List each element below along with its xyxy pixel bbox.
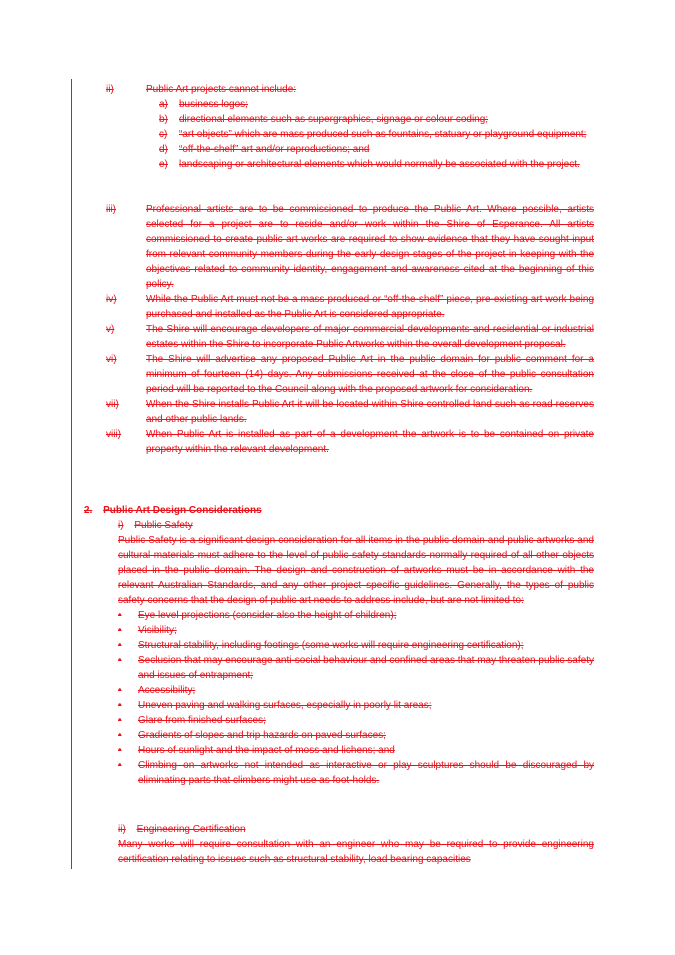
- list-text: The Shire will advertise any proposed Public Art in the public domain for public comment for a minimum of fourteen (14) days. Any submissions received at the close of the public consultation period will be reported to the Council along with the proposed artwork for consideration.: [146, 354, 594, 395]
- list-item-iii: [106, 202, 594, 292]
- list-text: While the Public Art must not be a mass produced or “off-the-shelf” piece, pre-existing art work being purchased and installed as the Public Art is considered appropriate.: [146, 294, 594, 320]
- sub-text: business logos;: [179, 99, 248, 110]
- list-number: vi): [106, 354, 117, 365]
- bullet-icon: •: [118, 715, 122, 726]
- public-safety-section: [118, 518, 594, 788]
- list-number: v): [106, 324, 115, 335]
- list-item-iv: [106, 292, 594, 322]
- list-item: [118, 653, 594, 683]
- bullet-text: Hours of sunlight and the impact of moss and lichens; and: [138, 745, 395, 756]
- sub-item-d: [159, 142, 594, 157]
- bullet-text: Structural stability, including footings (some works will require engineering certification);: [138, 640, 524, 651]
- body-paragraph: Public Safety is a significant design consideration for all items in the public domain and public artworks and cultural materials must adhere to the level of public safety standards normally required of all other objects placed in the public domain. The design and construction of artworks must be in accordance with the relevant Australian Standards, and any other project specific guidelines. Generally, the types of public safety concerns that the design of public art needs to address include, but are not limited to:: [118, 535, 594, 606]
- list-text: Professional artists are to be commissioned to produce the Public Art. Where possible, artists selected for a project are to reside and/or work within the Shire of Esperance. All artists commissioned to create public art works are required to show evidence that they have sought input from relevant community members during the early design stages of the project in keeping with the objectives related to community identity, engagement and awareness cited at the beginning of this policy.: [146, 204, 594, 290]
- bullet-icon: •: [118, 640, 122, 651]
- list-text: The Shire will encourage developers of major commercial developments and residential or industrial estates within the Shire to incorporate Public Artworks within the overall development proposal.: [146, 324, 594, 350]
- bullet-icon: •: [118, 700, 122, 711]
- sub-number: d): [159, 144, 168, 155]
- list-item: [118, 758, 594, 788]
- list-text: When Public Art is installed as part of a development the artwork is to be contained on private property within the relevant development.: [146, 429, 594, 455]
- subsection-title: Engineering Certification: [136, 824, 246, 835]
- sub-item-c: [159, 127, 594, 142]
- bullet-text: Eye level projections (consider also the height of children);: [138, 610, 397, 621]
- subsection-heading: [118, 518, 594, 533]
- sub-text: “art objects” which are mass produced such as fountains, statuary or playground equipment;: [179, 129, 587, 140]
- sub-text: landscaping or architectural elements which would normally be associated with the project.: [179, 159, 580, 170]
- subsection-number: i): [118, 520, 124, 531]
- section-number: 2.: [84, 505, 93, 516]
- bullet-text: Visibility;: [138, 625, 177, 636]
- bullet-icon: •: [118, 655, 122, 666]
- engineering-section: [118, 822, 594, 867]
- list-item-vii: [106, 397, 594, 427]
- bullet-text: Seclusion that may encourage anti-social behaviour and confined areas that may threaten public safety and issues of entrapment;: [138, 655, 594, 681]
- bullet-text: Glare from finished surfaces;: [138, 715, 266, 726]
- bullet-icon: •: [118, 760, 122, 771]
- sub-list: [159, 97, 594, 172]
- sub-item-b: [159, 112, 594, 127]
- list-text: Public Art projects cannot include:: [146, 84, 297, 95]
- list-item: [118, 608, 594, 623]
- section-title: Public Art Design Considerations: [103, 505, 262, 516]
- list-item: [118, 623, 594, 638]
- list-item-viii: [106, 427, 594, 457]
- list-roman: [106, 202, 594, 457]
- list-item-vi: [106, 352, 594, 397]
- bullet-icon: •: [118, 685, 122, 696]
- list-item: [118, 713, 594, 728]
- subsection-heading: [118, 822, 594, 837]
- list-item-ii: [106, 82, 594, 97]
- list-number: viii): [106, 429, 121, 440]
- list-number: vii): [106, 399, 119, 410]
- bullet-icon: •: [118, 745, 122, 756]
- list-item: [118, 698, 594, 713]
- subsection-number: ii): [118, 824, 126, 835]
- bullet-list: [118, 608, 594, 788]
- sub-number: b): [159, 114, 168, 125]
- sub-text: “off-the-shelf” art and/or reproductions; and: [179, 144, 370, 155]
- bullet-text: Climbing on artworks not intended as interactive or play sculptures should be discouraged by eliminating parts that climbers might use as foot-holds.: [138, 760, 594, 786]
- list-text: When the Shire installs Public Art it will be located within Shire controlled land such as road reserves and other public lands.: [146, 399, 594, 425]
- bullet-icon: •: [118, 610, 122, 621]
- bullet-text: Gradients of slopes and trip hazards on paved surfaces;: [138, 730, 386, 741]
- list-item: [118, 728, 594, 743]
- change-bar: [71, 79, 72, 869]
- section-heading: [84, 503, 594, 518]
- sub-number: c): [159, 129, 168, 140]
- list-number: iii): [106, 204, 116, 215]
- bullet-text: Accessibility;: [138, 685, 196, 696]
- subsection-title: Public Safety: [134, 520, 193, 531]
- list-item: [118, 743, 594, 758]
- list-item: [118, 638, 594, 653]
- body-paragraph: Many works will require consultation with an engineer who may be required to provide engineering certification relating to issues such as structural stability, load bearing capacities: [118, 839, 594, 865]
- bullet-text: Uneven paving and walking surfaces, especially in poorly lit areas;: [138, 700, 432, 711]
- sub-text: directional elements such as supergraphics, signage or colour coding;: [179, 114, 489, 125]
- sub-number: e): [159, 159, 168, 170]
- sub-item-e: [159, 157, 594, 172]
- sub-item-a: [159, 97, 594, 112]
- list-item: [118, 683, 594, 698]
- bullet-icon: •: [118, 730, 122, 741]
- list-number: iv): [106, 294, 117, 305]
- list-item-v: [106, 322, 594, 352]
- bullet-icon: •: [118, 625, 122, 636]
- list-number: ii): [106, 84, 114, 95]
- sub-number: a): [159, 99, 168, 110]
